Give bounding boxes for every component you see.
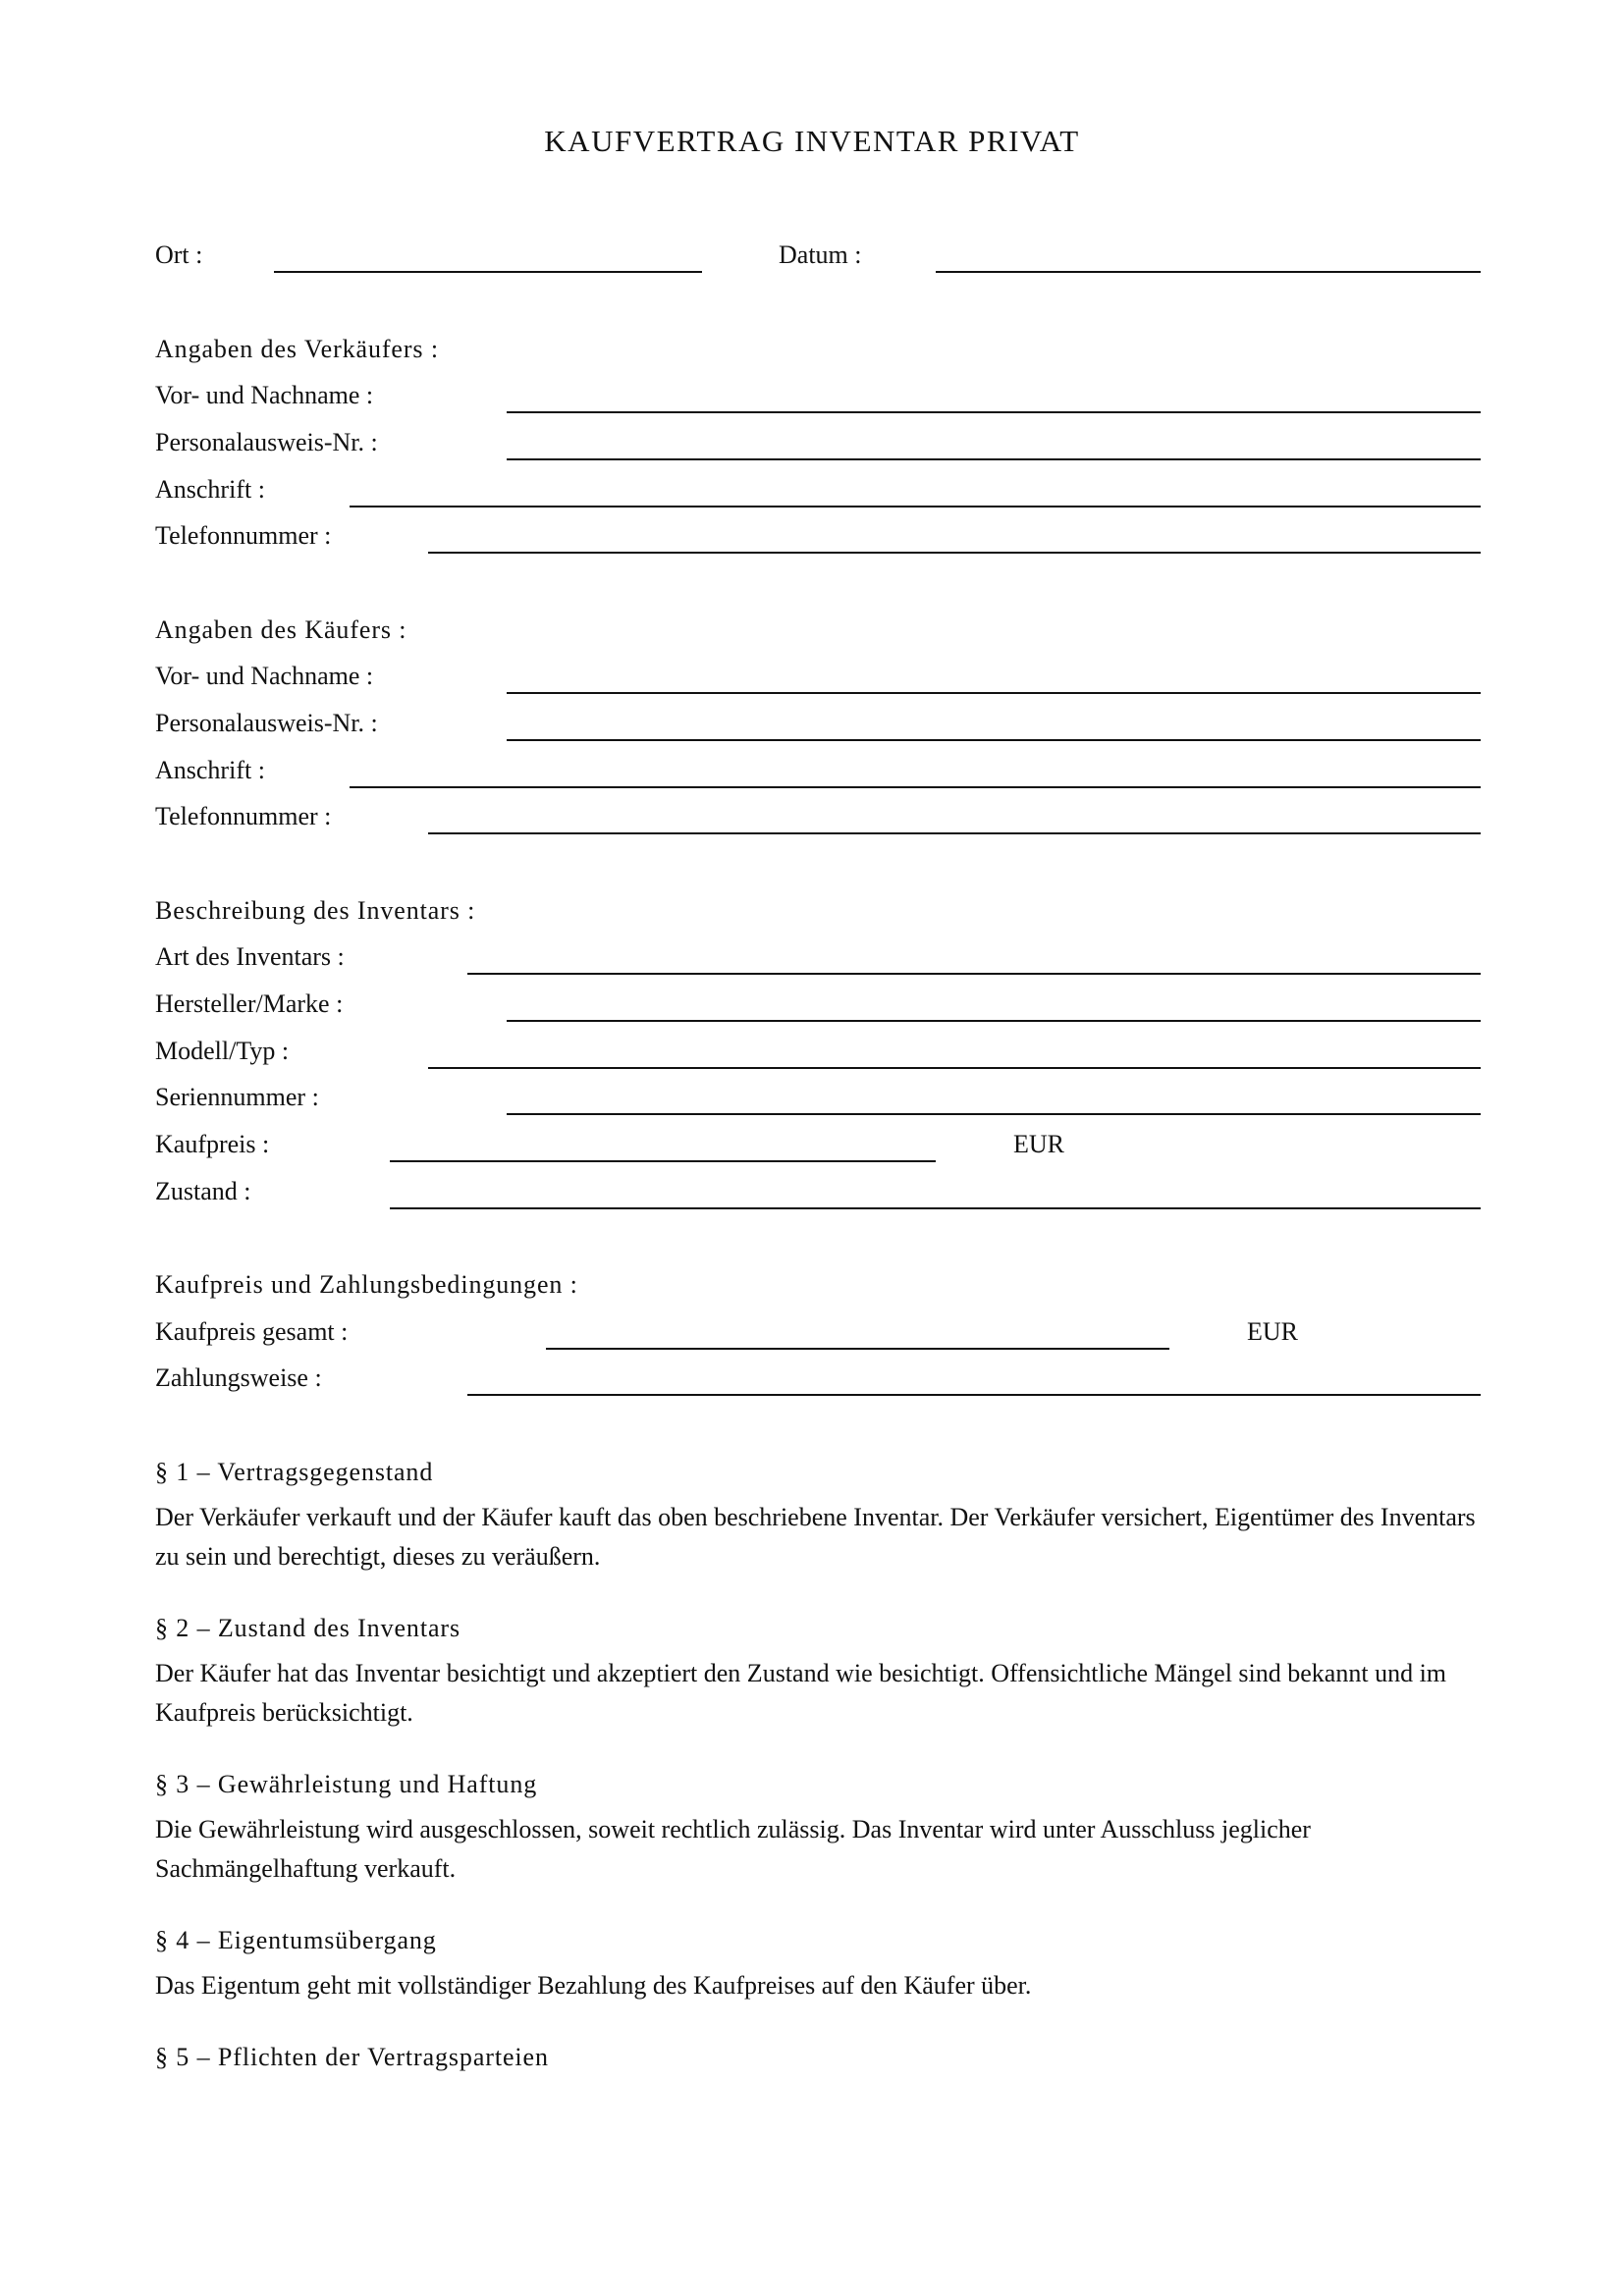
manufacturer-field[interactable] (507, 1020, 1481, 1022)
inventory-type-label: Art des Inventars : (155, 942, 345, 971)
buyer-id-field[interactable] (507, 739, 1481, 741)
price-label: Kaufpreis : (155, 1130, 270, 1158)
seller-address-field[interactable] (350, 506, 1481, 507)
serial-label: Seriennummer : (155, 1083, 319, 1111)
datum-label: Datum : (779, 240, 862, 269)
seller-id-label: Personalausweis-Nr. : (155, 428, 378, 456)
seller-heading: Angaben des Verkäufers : (155, 335, 439, 363)
seller-id-field[interactable] (507, 458, 1481, 460)
price-currency: EUR (1013, 1130, 1064, 1158)
total-price-label: Kaufpreis gesamt : (155, 1317, 349, 1346)
seller-name-field[interactable] (507, 411, 1481, 413)
section-3-text: Die Gewährleistung wird ausgeschlossen, soweit rechtlich zulässig. Das Inventar wird unter Ausschluss jeglicher Sachmängelhaftung verkauft. (155, 1815, 1311, 1883)
serial-field[interactable] (507, 1113, 1481, 1115)
section-2-heading: § 2 – Zustand des Inventars (155, 1614, 460, 1642)
buyer-address-field[interactable] (350, 786, 1481, 788)
buyer-id-label: Personalausweis-Nr. : (155, 709, 378, 737)
buyer-name-field[interactable] (507, 692, 1481, 694)
datum-field[interactable] (936, 271, 1481, 273)
buyer-phone-field[interactable] (428, 832, 1481, 834)
inventory-type-field[interactable] (467, 973, 1481, 975)
buyer-heading: Angaben des Käufers : (155, 615, 407, 644)
section-4-heading: § 4 – Eigentumsübergang (155, 1926, 437, 1954)
condition-field[interactable] (390, 1207, 1481, 1209)
condition-label: Zustand : (155, 1177, 251, 1205)
buyer-address-label: Anschrift : (155, 756, 265, 784)
section-3-heading: § 3 – Gewährleistung und Haftung (155, 1770, 538, 1798)
seller-phone-label: Telefonnummer : (155, 521, 332, 550)
model-field[interactable] (428, 1067, 1481, 1069)
section-2-text: Der Käufer hat das Inventar besichtigt und akzeptiert den Zustand wie besichtigt. Offensichtliche Mängel sind bekannt und im Kaufpreis berücksichtigt. (155, 1659, 1447, 1727)
seller-name-label: Vor- und Nachname : (155, 381, 374, 409)
ort-label: Ort : (155, 240, 203, 269)
seller-phone-field[interactable] (428, 552, 1481, 554)
payment-heading: Kaufpreis und Zahlungsbedingungen : (155, 1270, 578, 1299)
section-5-heading: § 5 – Pflichten der Vertragsparteien (155, 2043, 549, 2071)
model-label: Modell/Typ : (155, 1037, 290, 1065)
buyer-name-label: Vor- und Nachname : (155, 662, 374, 690)
inventory-heading: Beschreibung des Inventars : (155, 896, 476, 925)
manufacturer-label: Hersteller/Marke : (155, 989, 344, 1018)
section-4-text: Das Eigentum geht mit vollständiger Bezahlung des Kaufpreises auf den Käufer über. (155, 1971, 1032, 2000)
total-price-currency: EUR (1247, 1317, 1298, 1346)
price-field[interactable] (390, 1160, 936, 1162)
payment-method-label: Zahlungsweise : (155, 1363, 322, 1392)
buyer-phone-label: Telefonnummer : (155, 802, 332, 830)
ort-field[interactable] (274, 271, 702, 273)
section-1-text: Der Verkäufer verkauft und der Käufer kauft das oben beschriebene Inventar. Der Verkäufer versichert, Eigentümer des Inventars zu sein und berechtigt, dieses zu veräußern. (155, 1503, 1476, 1571)
page-title: KAUFVERTRAG INVENTAR PRIVAT (544, 124, 1080, 158)
total-price-field[interactable] (546, 1348, 1169, 1350)
seller-address-label: Anschrift : (155, 475, 265, 504)
section-1-heading: § 1 – Vertragsgegenstand (155, 1458, 434, 1486)
payment-method-field[interactable] (467, 1394, 1481, 1396)
